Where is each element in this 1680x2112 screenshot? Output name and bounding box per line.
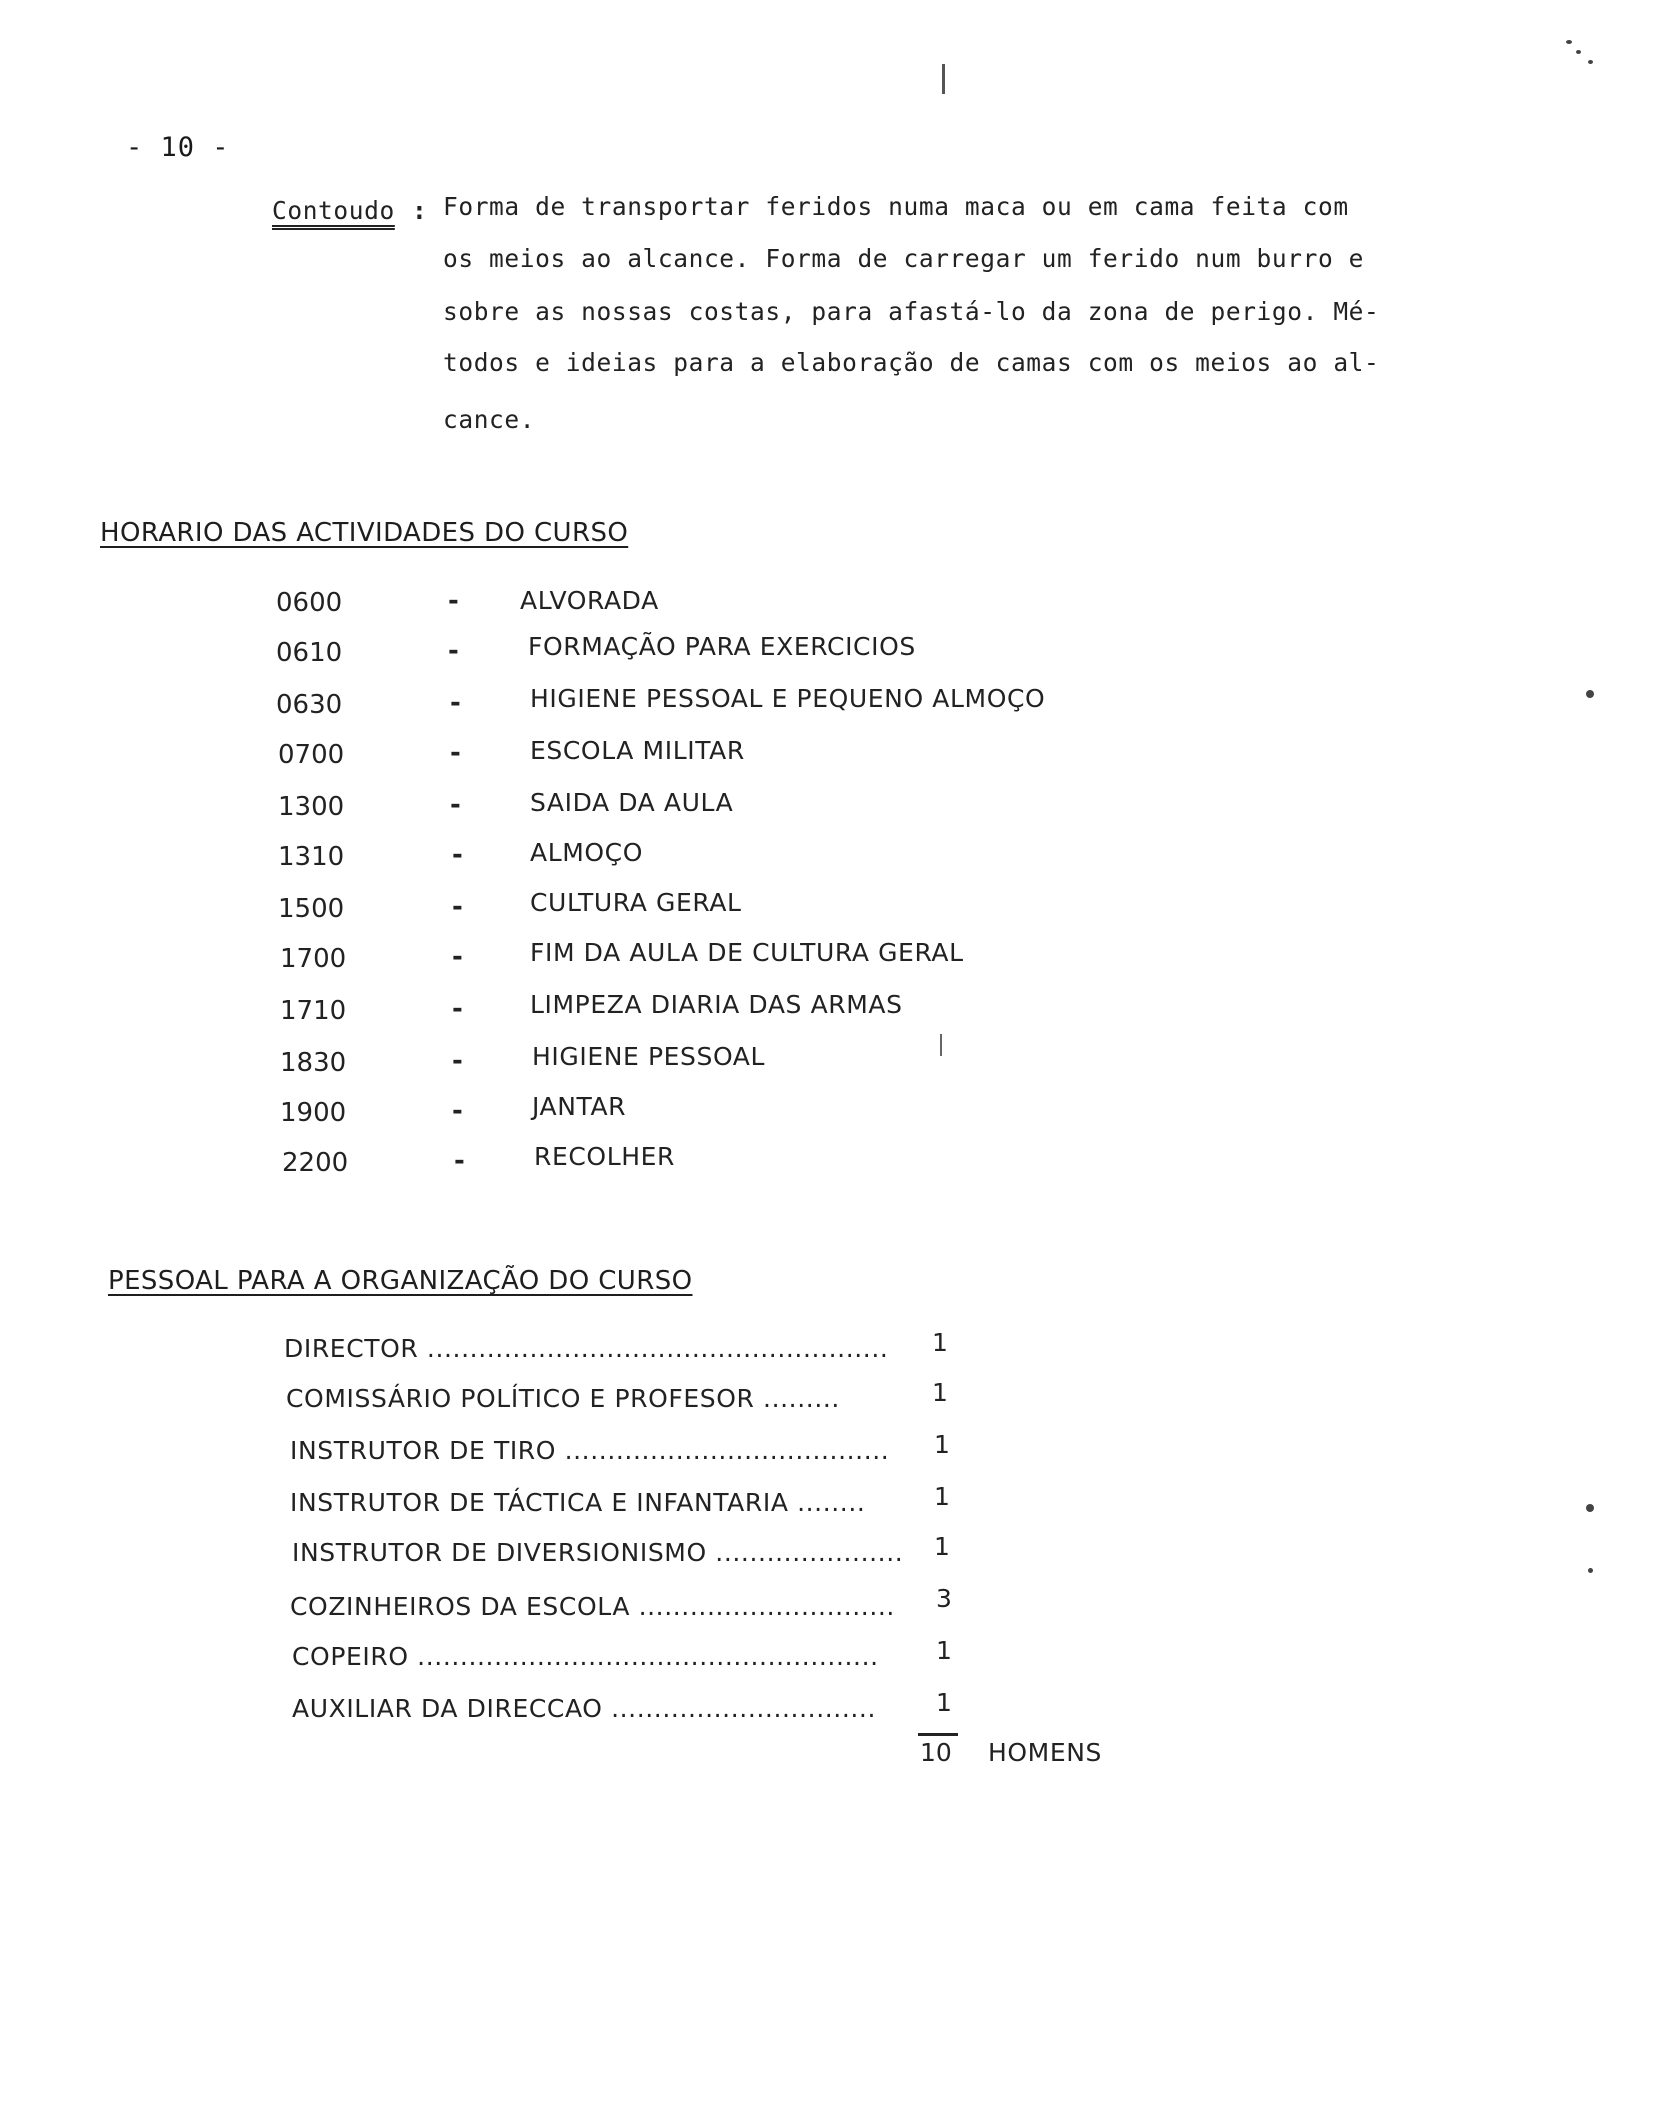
staff-total-unit: HOMENS — [988, 1738, 1103, 1767]
content-line-1: Forma de transportar feridos numa maca ou em cama feita com — [443, 192, 1349, 221]
staff-count: 1 — [936, 1636, 952, 1665]
staff-count: 1 — [934, 1430, 950, 1459]
schedule-activity: FORMAÇÃO PARA EXERCICIOS — [528, 632, 916, 661]
staff-role: AUXILIAR DA DIRECCAO ............................... — [292, 1694, 877, 1723]
schedule-activity: ALVORADA — [520, 586, 659, 615]
staff-role: INSTRUTOR DE DIVERSIONISMO ...................... — [292, 1538, 904, 1567]
schedule-dash: - — [452, 942, 463, 972]
content-separator: : — [412, 196, 428, 225]
schedule-dash: - — [450, 688, 461, 718]
schedule-time: 2200 — [282, 1148, 349, 1178]
schedule-activity: HIGIENE PESSOAL E PEQUENO ALMOÇO — [530, 684, 1046, 713]
staff-role: COZINHEIROS DA ESCOLA .............................. — [290, 1592, 895, 1621]
page-number: - 10 - — [126, 132, 230, 163]
schedule-time: 1830 — [280, 1048, 347, 1078]
schedule-activity: CULTURA GERAL — [530, 888, 742, 917]
schedule-dash: - — [452, 1096, 463, 1126]
staff-count: 1 — [932, 1378, 948, 1407]
scan-speck — [1586, 690, 1594, 698]
schedule-time: 1700 — [280, 944, 347, 974]
schedule-time: 1500 — [278, 894, 345, 924]
schedule-dash: - — [452, 1046, 463, 1076]
schedule-dash: - — [452, 892, 463, 922]
staff-count: 1 — [934, 1482, 950, 1511]
staff-role: DIRECTOR ...................................................... — [284, 1334, 889, 1363]
schedule-time: 1310 — [278, 842, 345, 872]
schedule-time: 0600 — [276, 588, 343, 618]
scan-speck — [1566, 40, 1572, 44]
schedule-dash: - — [448, 636, 459, 666]
schedule-time: 0630 — [276, 690, 343, 720]
content-line-2: os meios ao alcance. Forma de carregar um ferido num burro e — [443, 244, 1365, 273]
schedule-time: 0700 — [278, 740, 345, 770]
staff-role: INSTRUTOR DE TIRO ...................................... — [290, 1436, 890, 1465]
schedule-dash: - — [452, 840, 463, 870]
schedule-time: 1900 — [280, 1098, 347, 1128]
schedule-heading: HORARIO DAS ACTIVIDADES DO CURSO — [100, 518, 629, 548]
schedule-activity: ESCOLA MILITAR — [530, 736, 745, 765]
schedule-activity: SAIDA DA AULA — [530, 788, 734, 817]
content-label: Contoudo — [272, 196, 395, 225]
scan-mark — [940, 1034, 942, 1056]
staff-role: INSTRUTOR DE TÁCTICA E INFANTARIA ........ — [290, 1488, 866, 1517]
staff-role: COMISSÁRIO POLÍTICO E PROFESOR ......... — [286, 1384, 840, 1413]
schedule-dash: - — [452, 994, 463, 1024]
scan-mark — [942, 64, 945, 94]
schedule-dash: - — [450, 738, 461, 768]
staff-heading: PESSOAL PARA A ORGANIZAÇÃO DO CURSO — [108, 1266, 693, 1296]
schedule-dash: - — [454, 1146, 465, 1176]
staff-count: 1 — [934, 1532, 950, 1561]
staff-count: 1 — [936, 1688, 952, 1717]
schedule-dash: - — [450, 790, 461, 820]
scan-speck — [1588, 60, 1593, 64]
schedule-time: 1710 — [280, 996, 347, 1026]
schedule-activity: RECOLHER — [534, 1142, 675, 1171]
scan-speck — [1588, 1568, 1593, 1573]
schedule-time: 0610 — [276, 638, 343, 668]
staff-role: COPEIRO ...................................................... — [292, 1642, 879, 1671]
total-rule — [918, 1733, 958, 1736]
schedule-activity: FIM DA AULA DE CULTURA GERAL — [530, 938, 964, 967]
content-line-4: todos e ideias para a elaboração de camas com os meios ao al- — [443, 348, 1380, 377]
scan-speck — [1576, 50, 1581, 54]
staff-count: 1 — [932, 1328, 948, 1357]
schedule-activity: LIMPEZA DIARIA DAS ARMAS — [530, 990, 903, 1019]
schedule-activity: HIGIENE PESSOAL — [532, 1042, 766, 1071]
scan-speck — [1586, 1504, 1594, 1512]
schedule-dash: - — [448, 586, 459, 616]
staff-total: 10 — [920, 1738, 952, 1767]
schedule-activity: ALMOÇO — [530, 838, 644, 867]
content-line-5: cance. — [443, 405, 536, 434]
content-line-3: sobre as nossas costas, para afastá-lo da zona de perigo. Mé- — [443, 297, 1380, 326]
schedule-activity: JANTAR — [532, 1092, 627, 1121]
schedule-time: 1300 — [278, 792, 345, 822]
staff-count: 3 — [936, 1584, 952, 1613]
